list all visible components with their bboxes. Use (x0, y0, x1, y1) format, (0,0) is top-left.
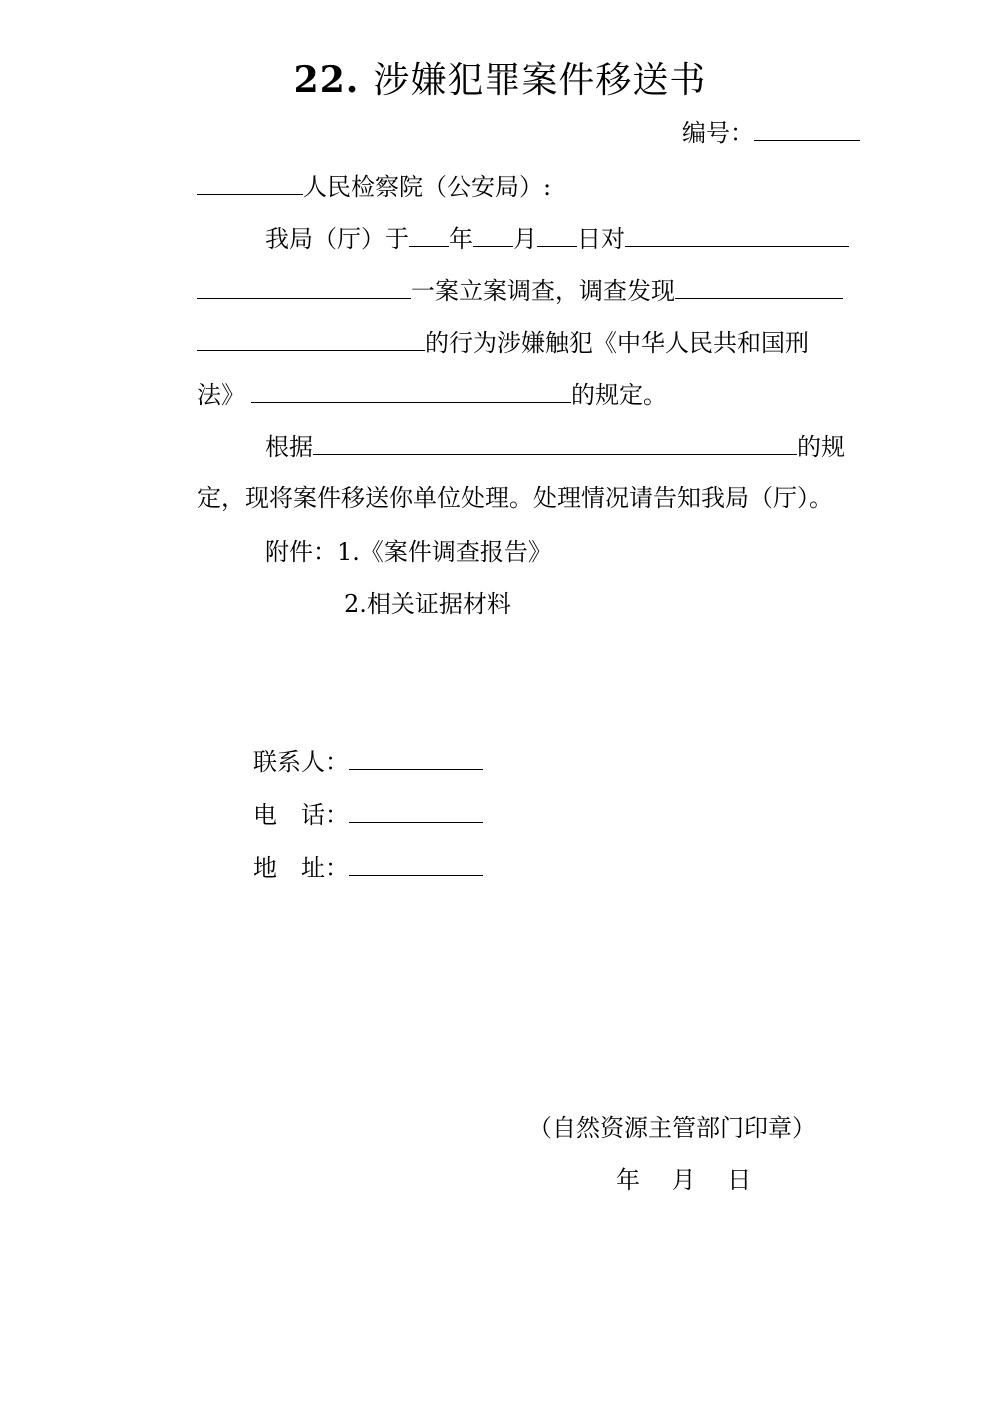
phone-line (253, 798, 483, 831)
address-label: 地 址： (253, 854, 349, 882)
p5-text-a: 根据 (265, 433, 313, 461)
p2-text: 一案立案调查，调查发现 (411, 277, 675, 305)
finding-blank-2[interactable] (197, 326, 425, 351)
p6-text: 定，现将案件移送你单位处理。处理情况请告知我局（厅）。 (197, 484, 833, 512)
serial-number-line (682, 116, 860, 149)
recipient-blank[interactable] (197, 170, 303, 195)
paragraph-2-line-1 (265, 430, 845, 463)
title-text: 涉嫌犯罪案件移送书 (373, 60, 707, 101)
attachment-1: 附件：1.《案件调查报告》 (265, 538, 552, 566)
paragraph-1-line-4 (197, 378, 667, 411)
address-blank[interactable] (349, 851, 483, 876)
month-label: 月 (513, 225, 537, 253)
phone-label: 电 话： (253, 801, 349, 829)
p1-text-a: 我局（厅）于 (265, 225, 409, 253)
contact-blank[interactable] (349, 745, 483, 770)
title-number: 22. (293, 59, 360, 101)
seal-text: （自然资源主管部门印章） (528, 1114, 816, 1142)
year-blank[interactable] (409, 222, 449, 247)
recipient-line (197, 170, 551, 203)
p3-text: 的行为涉嫌触犯《中华人民共和国刑 (425, 329, 809, 357)
recipient-text: 人民检察院（公安局）: (303, 173, 552, 201)
contact-line (253, 745, 483, 778)
finding-blank-1[interactable] (675, 274, 843, 299)
day-label: 日对 (577, 225, 625, 253)
paragraph-1-line-3 (197, 326, 809, 359)
case-blank[interactable] (197, 274, 411, 299)
phone-blank[interactable] (349, 798, 483, 823)
date-line: 年 月 日 (616, 1166, 752, 1194)
day-blank[interactable] (537, 222, 577, 247)
p4-text-b: 的规定。 (571, 381, 667, 409)
attachment-2: 2.相关证据材料 (344, 590, 511, 618)
paragraph-1-line-1 (265, 222, 849, 255)
p4-text-a: 法》 (197, 381, 245, 409)
paragraph-1-line-2 (197, 274, 843, 307)
address-line (253, 851, 483, 884)
document-title (0, 56, 1000, 105)
basis-blank[interactable] (313, 430, 797, 455)
serial-blank[interactable] (754, 116, 860, 141)
serial-label: 编号： (682, 119, 754, 147)
contact-label: 联系人： (253, 748, 349, 776)
p5-text-b: 的规 (797, 433, 845, 461)
article-blank[interactable] (251, 378, 571, 403)
party-blank[interactable] (625, 222, 849, 247)
year-label: 年 (449, 225, 473, 253)
paragraph-2-line-2 (197, 482, 833, 514)
month-blank[interactable] (473, 222, 513, 247)
